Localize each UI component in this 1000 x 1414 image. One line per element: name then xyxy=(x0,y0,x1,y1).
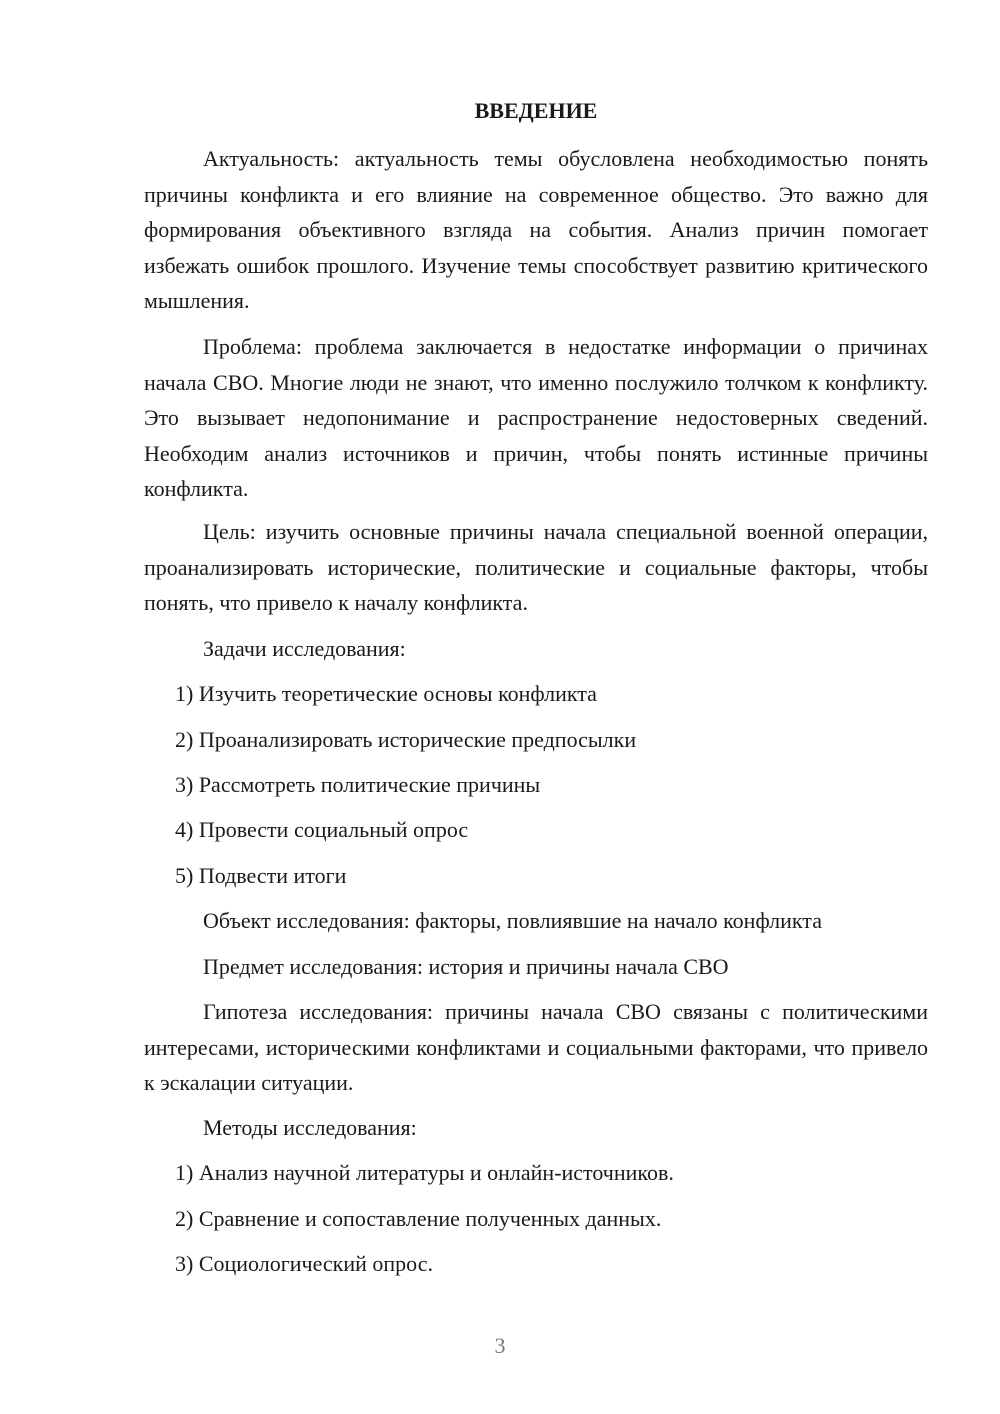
method-item: 1) Анализ научной литературы и онлайн-источников. xyxy=(175,1160,674,1185)
subject-paragraph: Предмет исследования: история и причины начала СВО xyxy=(203,954,729,979)
task-item: 5) Подвести итоги xyxy=(175,863,347,888)
object-paragraph: Объект исследования: факторы, повлиявшие на начало конфликта xyxy=(203,908,822,933)
task-item: 4) Провести социальный опрос xyxy=(175,817,469,842)
task-item: 3) Рассмотреть политические причины xyxy=(175,772,541,797)
hypothesis-paragraph: Гипотеза исследования: причины начала СВО связаны с политическими интересами, историческими конфликтами и социальными факторами, что привело к эскалации ситуации. xyxy=(144,999,928,1095)
goal-paragraph: Цель: изучить основные причины начала специальной военной операции, проанализировать исторические, политические и социальные факторы, чтобы понять, что привело к началу конфликта. xyxy=(144,519,928,615)
task-item: 1) Изучить теоретические основы конфликта xyxy=(175,681,597,706)
section-heading: ВВЕДЕНИЕ xyxy=(474,98,598,123)
problem-paragraph: Проблема: проблема заключается в недостатке информации о причинах начала СВО. Многие люди не знают, что именно послужило толчком к конфликту. Это вызывает недопонимание и распространение недостоверных сведений. Необходим анализ источников и причин, чтобы понять истинные причины конфликта. xyxy=(144,334,928,501)
relevance-paragraph: Актуальность: актуальность темы обусловлена необходимостью понять причины конфликта и его влияние на современное общество. Это важно для формирования объективного взгляда на события. Анализ причин помогает избежать ошибок прошлого. Изучение темы способствует развитию критического мышления. xyxy=(144,146,928,313)
methods-title: Методы исследования: xyxy=(203,1115,417,1140)
task-item: 2) Проанализировать исторические предпосылки xyxy=(175,727,637,752)
method-item: 2) Сравнение и сопоставление полученных данных. xyxy=(175,1206,662,1231)
page-number: 3 xyxy=(494,1333,506,1358)
tasks-title: Задачи исследования: xyxy=(203,636,406,661)
method-item: 3) Социологический опрос. xyxy=(175,1251,433,1276)
